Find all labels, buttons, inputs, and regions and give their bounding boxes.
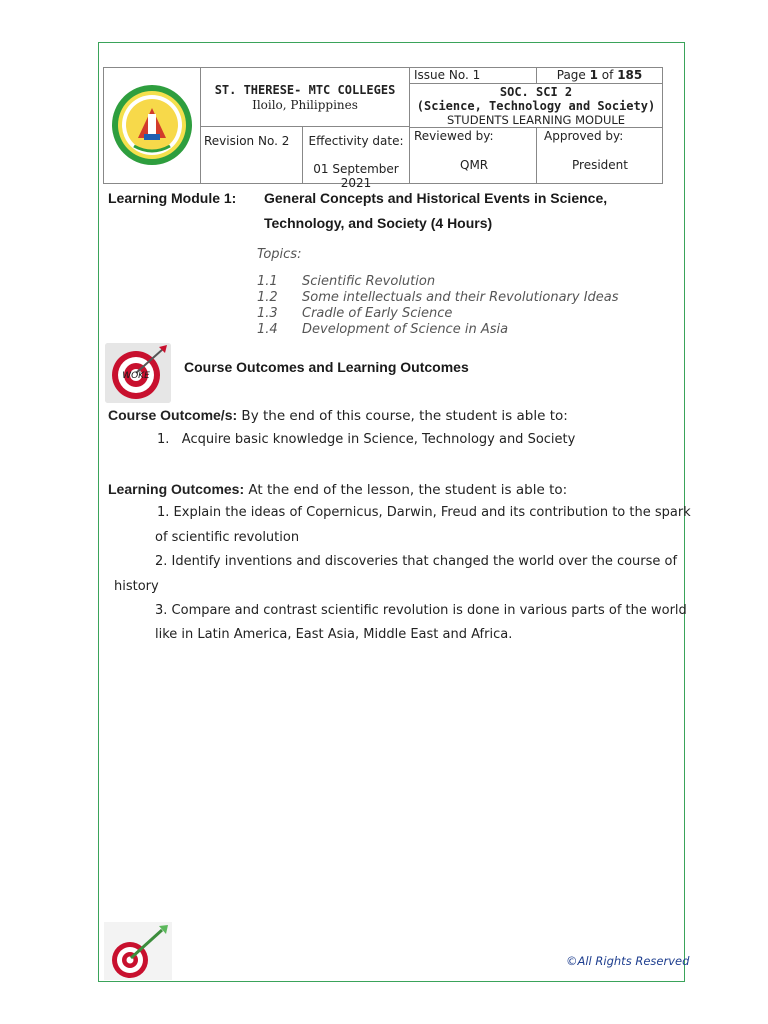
page-cell (536, 67, 663, 84)
learning-outcomes-label: Learning Outcomes: (108, 481, 245, 497)
effectivity-cell (302, 126, 410, 190)
course-outcome-block (108, 407, 568, 424)
document-header-table (103, 67, 663, 190)
learning-outcomes-intro: At the end of the lesson, the student is able to: (244, 482, 568, 498)
course-outcome-item: 1. Acquire basic knowledge in Science, Technology and Society (157, 432, 576, 447)
outcomes-heading: Course Outcomes and Learning Outcomes (184, 359, 469, 375)
footer-target-icon (104, 922, 172, 980)
learning-outcome-line: like in Latin America, East Asia, Middle East and Africa. (155, 627, 513, 642)
topic-item (257, 286, 619, 305)
target-icon (105, 343, 171, 403)
learning-outcome-line: 2. Identify inventions and discoveries that changed the world over the course of (155, 554, 678, 569)
topic-item (257, 270, 619, 289)
topic-text: Scientific Revolution (302, 274, 436, 289)
course-outcome-label: Course Outcome/s: (108, 407, 238, 423)
learning-outcome-line: of scientific revolution (155, 530, 300, 545)
rights-reserved: ©All Rights Reserved (566, 954, 690, 968)
approved-by-cell (536, 127, 663, 184)
school-cell (200, 67, 410, 127)
topic-number: 1.3 (257, 306, 278, 321)
topic-text: Some intellectuals and their Revolutionary Ideas (302, 290, 619, 305)
module-title-line2: Technology, and Society (4 Hours) (264, 215, 493, 231)
reviewed-by-value: QMR (460, 158, 489, 172)
module-type: STUDENTS LEARNING MODULE (446, 113, 626, 127)
reviewed-by-cell (409, 127, 537, 184)
learning-outcome-line: history (114, 579, 159, 594)
logo-cell (103, 67, 201, 184)
school-name: ST. THERESE- MTC COLLEGES (214, 83, 396, 97)
topic-number: 1.4 (257, 322, 278, 337)
course-code: SOC. SCI 2 (499, 85, 573, 99)
topic-text: Cradle of Early Science (302, 306, 453, 321)
reviewed-by-label: Reviewed by: (414, 129, 494, 143)
issue-number: Issue No. 1 (414, 68, 481, 82)
effectivity-date-line2: 2021 (340, 176, 372, 190)
effectivity-label: Effectivity date: (308, 134, 404, 148)
course-cell (409, 83, 663, 128)
module-label: Learning Module 1: (108, 190, 237, 206)
topics-list (257, 270, 619, 337)
topics-heading: Topics: (257, 247, 302, 262)
module-title-line1: General Concepts and Historical Events in Science, (264, 190, 608, 206)
approved-by-value: President (572, 158, 628, 172)
course-outcome-intro: By the end of this course, the student is able to: (237, 408, 568, 424)
page-current: 1 (589, 68, 598, 82)
topic-number: 1.2 (257, 290, 278, 305)
page-total: 185 (617, 68, 643, 82)
course-title: (Science, Technology and Society) (416, 99, 656, 113)
school-location: Iloilo, Philippines (252, 98, 358, 112)
revision-number: Revision No. 2 (204, 134, 290, 148)
learning-outcomes-block (108, 481, 567, 498)
effectivity-date-line1: 01 September (313, 162, 399, 176)
topic-item (257, 318, 619, 337)
learning-outcome-line: 1. Explain the ideas of Copernicus, Darwin, Freud and its contribution to the spark (157, 505, 691, 520)
page-of: of (597, 68, 618, 82)
target-label: WOKE (122, 371, 150, 381)
approved-by-label: Approved by: (544, 129, 624, 143)
page-prefix: Page (556, 68, 590, 82)
school-seal-logo (104, 68, 200, 183)
learning-outcome-line: 3. Compare and contrast scientific revolution is done in various parts of the world (155, 603, 687, 618)
revision-cell (200, 126, 303, 184)
topic-text: Development of Science in Asia (302, 322, 509, 337)
topic-number: 1.1 (257, 274, 278, 289)
issue-cell (409, 67, 537, 84)
